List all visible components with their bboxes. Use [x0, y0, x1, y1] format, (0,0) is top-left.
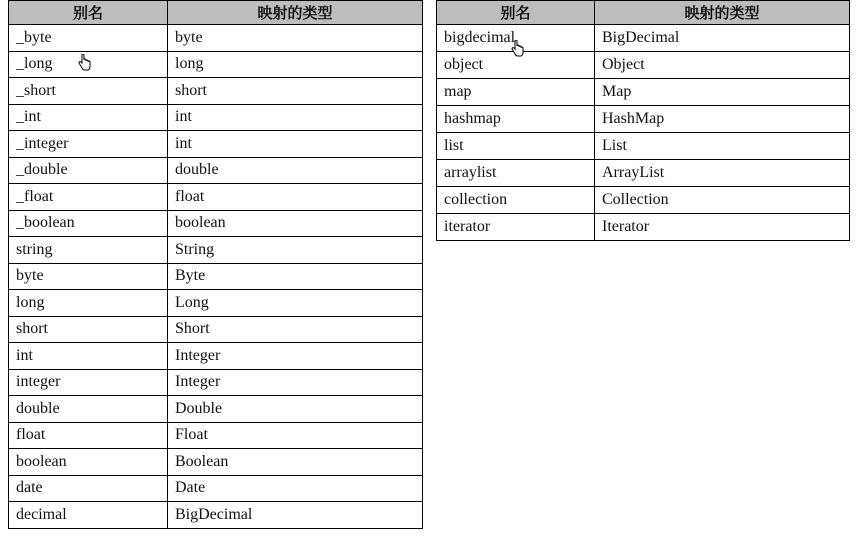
alias-cell: _boolean [9, 210, 168, 237]
mapped-type-cell: Short [168, 316, 423, 343]
table-row [9, 396, 423, 423]
mapped-type-cell: Map [595, 79, 850, 106]
mapped-type-cell: Integer [168, 369, 423, 396]
table-body [9, 25, 423, 529]
mapped-type-cell: String [168, 237, 423, 264]
mapped-type-cell: ArrayList [595, 160, 850, 187]
mapped-type-cell: HashMap [595, 106, 850, 133]
table-row [9, 184, 423, 211]
mapped-type-cell: byte [168, 25, 423, 52]
table-body [437, 25, 850, 241]
table-row [9, 343, 423, 370]
mapped-type-cell: short [168, 78, 423, 105]
alias-cell: long [9, 290, 168, 317]
header-alias: 别名 [9, 1, 168, 25]
alias-cell: decimal [9, 502, 168, 529]
table-row [9, 237, 423, 264]
alias-cell: int [9, 343, 168, 370]
table-row [437, 106, 850, 133]
hand-cursor-icon [76, 54, 92, 72]
mapped-type-cell: float [168, 184, 423, 211]
mapped-type-cell: List [595, 133, 850, 160]
mapped-type-cell: Byte [168, 263, 423, 290]
table-row [9, 157, 423, 184]
mapped-type-cell: Collection [595, 187, 850, 214]
table-row [9, 369, 423, 396]
table-row [437, 25, 850, 52]
header-row [9, 1, 423, 25]
table-row [9, 449, 423, 476]
alias-cell: arraylist [437, 160, 595, 187]
mapped-type-cell: Double [168, 396, 423, 423]
alias-cell: iterator [437, 214, 595, 241]
table-row [437, 79, 850, 106]
header-row [437, 1, 850, 25]
header-alias: 别名 [437, 1, 595, 25]
alias-cell: date [9, 475, 168, 502]
header-mapped-type: 映射的类型 [595, 1, 850, 25]
mapped-type-cell: BigDecimal [595, 25, 850, 52]
alias-type-table-right [436, 0, 850, 241]
mapped-type-cell: Long [168, 290, 423, 317]
mapped-type-cell: Date [168, 475, 423, 502]
alias-cell: float [9, 422, 168, 449]
table-row [9, 104, 423, 131]
alias-cell: _double [9, 157, 168, 184]
mapped-type-cell: int [168, 104, 423, 131]
table-row [437, 187, 850, 214]
header-mapped-type: 映射的类型 [168, 1, 423, 25]
table-row [437, 160, 850, 187]
alias-cell: double [9, 396, 168, 423]
mapped-type-cell: Boolean [168, 449, 423, 476]
alias-cell: _short [9, 78, 168, 105]
alias-cell: collection [437, 187, 595, 214]
mapped-type-cell: BigDecimal [168, 502, 423, 529]
alias-cell: hashmap [437, 106, 595, 133]
mapped-type-cell: Object [595, 52, 850, 79]
alias-cell: _long [9, 51, 168, 78]
mapped-type-cell: int [168, 131, 423, 158]
table-row [9, 263, 423, 290]
alias-cell: map [437, 79, 595, 106]
table-row [437, 214, 850, 241]
alias-cell: _integer [9, 131, 168, 158]
alias-cell: byte [9, 263, 168, 290]
alias-cell: _byte [9, 25, 168, 52]
table-row [9, 131, 423, 158]
mapped-type-cell: Iterator [595, 214, 850, 241]
mapped-type-cell: boolean [168, 210, 423, 237]
alias-cell: _float [9, 184, 168, 211]
alias-cell: _int [9, 104, 168, 131]
table-row [9, 51, 423, 78]
mapped-type-cell: long [168, 51, 423, 78]
table-row [9, 422, 423, 449]
table-row [437, 133, 850, 160]
mapped-type-cell: Integer [168, 343, 423, 370]
table-row [9, 290, 423, 317]
alias-cell: boolean [9, 449, 168, 476]
table-row [9, 316, 423, 343]
alias-cell: short [9, 316, 168, 343]
table-row [9, 25, 423, 52]
table-row [9, 210, 423, 237]
table-row [9, 78, 423, 105]
alias-cell: string [9, 237, 168, 264]
mapped-type-cell: double [168, 157, 423, 184]
mapped-type-cell: Float [168, 422, 423, 449]
table-row [437, 52, 850, 79]
alias-cell: integer [9, 369, 168, 396]
table-row [9, 475, 423, 502]
alias-cell: object [437, 52, 595, 79]
alias-cell: bigdecimal [437, 25, 595, 52]
table-row [9, 502, 423, 529]
alias-type-table-left [8, 0, 423, 529]
alias-cell: list [437, 133, 595, 160]
hand-cursor-icon [509, 40, 525, 58]
